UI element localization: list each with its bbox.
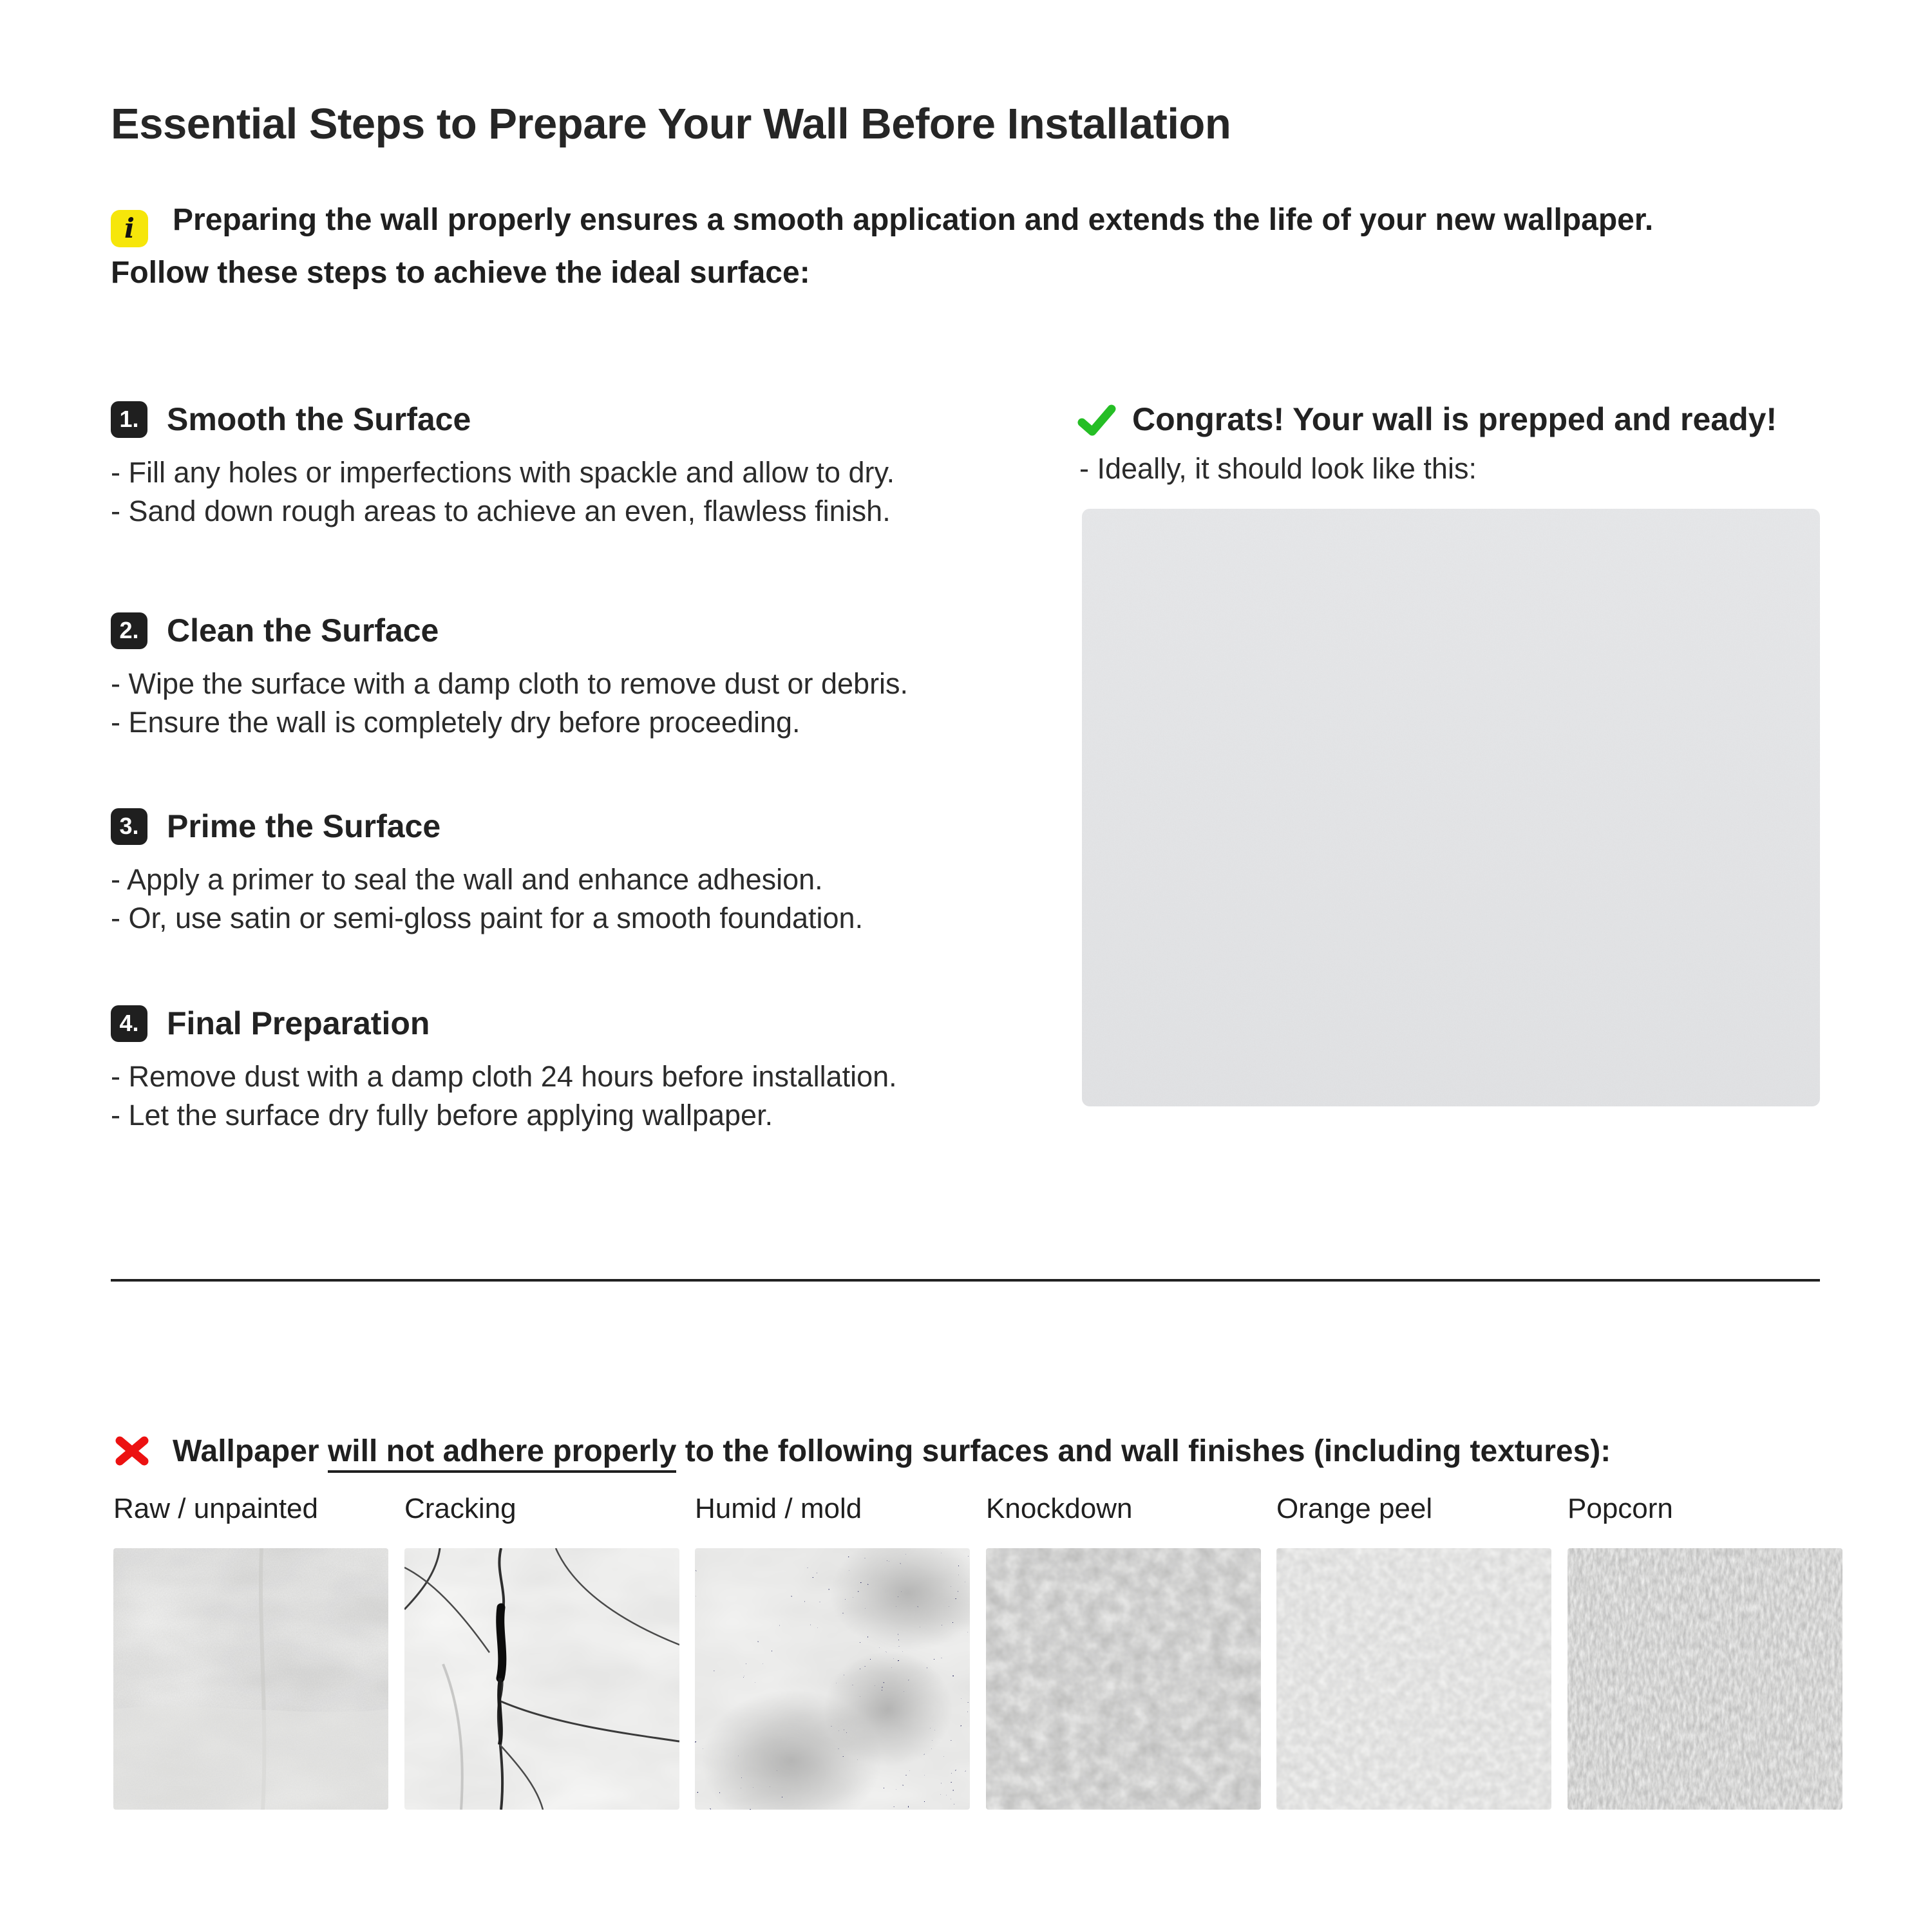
- x-icon: [113, 1435, 151, 1470]
- step-1-bullets: [111, 453, 1012, 531]
- surface-label: Humid / mold: [695, 1493, 862, 1524]
- success-title: Congrats! Your wall is prepped and ready!: [1132, 401, 1777, 437]
- orange-peel-texture-image: [1276, 1548, 1551, 1810]
- surface-raw-unpainted: [113, 1493, 388, 1810]
- step-3-bullets: [111, 860, 1012, 938]
- raw-unpainted-texture-image: [113, 1548, 388, 1810]
- surface-orange-peel: [1276, 1493, 1551, 1810]
- step-1-number-badge: 1.: [111, 401, 147, 438]
- step-4-bullets: [111, 1057, 1012, 1135]
- intro-paragraph: [111, 194, 1908, 298]
- step-4: [111, 1005, 1012, 1135]
- prepped-wall-image: [1082, 509, 1820, 1106]
- popcorn-texture-image: [1567, 1548, 1842, 1810]
- intro-line-1: Preparing the wall properly ensures a smooth application and extends the life of your new wallpaper.: [173, 203, 1654, 237]
- step-2-bullet-1: - Wipe the surface with a damp cloth to remove dust or debris.: [111, 667, 909, 700]
- warning-suffix: to the following surfaces and wall finishes (including textures):: [685, 1434, 1611, 1468]
- step-4-bullet-2: - Let the surface dry fully before applying wallpaper.: [111, 1099, 773, 1132]
- step-4-bullet-1: - Remove dust with a damp cloth 24 hours before installation.: [111, 1060, 897, 1093]
- step-1: [111, 401, 1012, 531]
- step-3-number-badge: 3.: [111, 808, 147, 845]
- warning-text: [173, 1434, 1611, 1469]
- surface-cracking: [404, 1493, 679, 1810]
- step-3-title: Prime the Surface: [167, 808, 441, 844]
- step-3: [111, 808, 1012, 938]
- warning-underlined-phrase: will not adhere properly: [328, 1434, 676, 1473]
- step-1-bullet-2: - Sand down rough areas to achieve an even, flawless finish.: [111, 495, 891, 527]
- surface-label: Orange peel: [1276, 1493, 1433, 1524]
- step-2-bullet-2: - Ensure the wall is completely dry before proceeding.: [111, 706, 800, 739]
- step-2-title: Clean the Surface: [167, 612, 439, 649]
- step-2-bullets: [111, 665, 1012, 742]
- surface-label: Raw / unpainted: [113, 1493, 318, 1524]
- check-icon: [1077, 403, 1117, 440]
- info-icon: [111, 210, 148, 247]
- step-2: [111, 612, 1012, 742]
- surface-popcorn: [1567, 1493, 1842, 1810]
- success-subtitle: - Ideally, it should look like this:: [1079, 452, 1477, 485]
- section-divider: [111, 1279, 1820, 1282]
- step-3-bullet-1: - Apply a primer to seal the wall and enhance adhesion.: [111, 863, 823, 896]
- knockdown-texture-image: [986, 1548, 1261, 1810]
- step-4-number-badge: 4.: [111, 1005, 147, 1042]
- page-title: Essential Steps to Prepare Your Wall Before Installation: [111, 100, 1231, 148]
- surface-label: Popcorn: [1567, 1493, 1673, 1524]
- surface-knockdown: [986, 1493, 1261, 1810]
- step-2-number-badge: 2.: [111, 612, 147, 649]
- step-1-title: Smooth the Surface: [167, 401, 471, 437]
- info-icon-glyph: i: [124, 213, 135, 244]
- warning-prefix: Wallpaper: [173, 1434, 319, 1468]
- surface-label: Knockdown: [986, 1493, 1133, 1524]
- step-4-title: Final Preparation: [167, 1005, 430, 1041]
- humid-mold-texture-image: [695, 1548, 970, 1810]
- surface-label: Cracking: [404, 1493, 516, 1524]
- surface-humid-mold: [695, 1493, 970, 1810]
- intro-line-2: Follow these steps to achieve the ideal surface:: [111, 256, 810, 290]
- step-3-bullet-2: - Or, use satin or semi-gloss paint for a smooth foundation.: [111, 902, 864, 934]
- cracking-texture-image: [404, 1548, 679, 1810]
- step-1-bullet-1: - Fill any holes or imperfections with spackle and allow to dry.: [111, 456, 895, 489]
